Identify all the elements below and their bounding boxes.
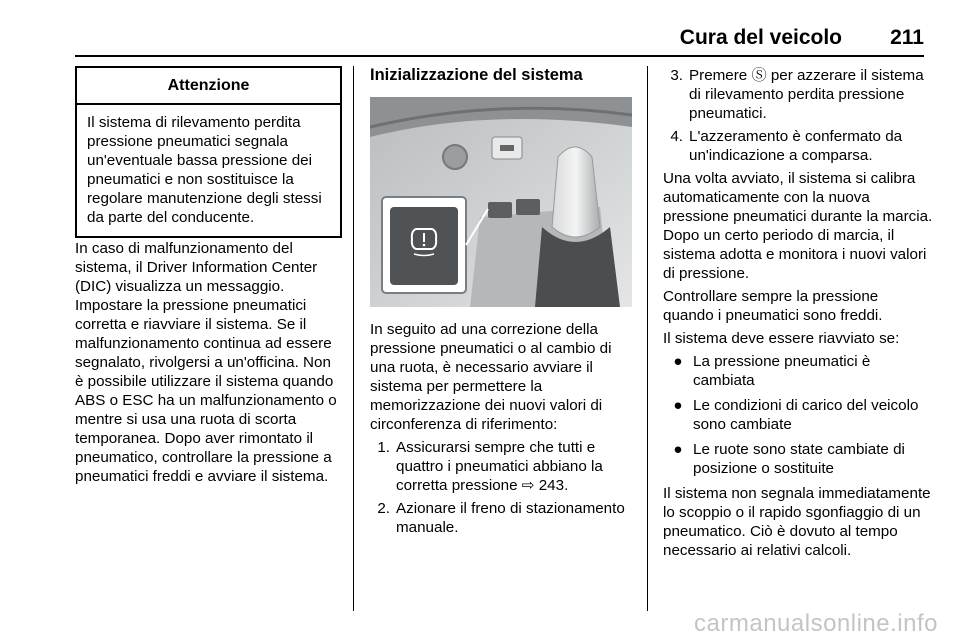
section-heading-wrap (370, 66, 636, 89)
console-illustration (370, 97, 632, 307)
watermark: carmanualsonline.info (694, 610, 938, 637)
cold-check-paragraph: Controllare sempre la pressione quando i pneumatici sono freddi. (663, 288, 883, 324)
list-item (663, 440, 933, 478)
list-item (663, 66, 933, 123)
list-item (663, 352, 933, 390)
limitation-paragraph: Il sistema non segnala immediatamente lo scoppio o il rapido sgonfiaggio di un pneumatico. Ciò è dovuto al tempo necessario ai relativi calcoli. (663, 485, 931, 559)
warning-body: Il sistema di rilevamento perdita pressione pneumatici segnala un'eventuale bassa pressione dei pneumatici e non sostituisce la regolare manutenzione degli stessi da parte del conducente. (87, 114, 322, 226)
bullet-icon: ● (673, 441, 683, 458)
page-number: 211 (890, 26, 924, 49)
warning-box (75, 66, 342, 238)
step-number: 2. (377, 500, 390, 517)
list-item (663, 127, 933, 165)
step-text: Premere Ⓢ per azzerare il sistema di rilevamento perdita pressione pneumatici. (689, 67, 924, 122)
step-number: 3. (670, 67, 683, 84)
reset-steps-list (663, 66, 933, 165)
list-item (370, 438, 636, 495)
column-1 (75, 239, 341, 490)
malfunction-paragraph: In caso di malfunzionamento del sistema, il Driver Information Center (DIC) visualizza un messaggio. Impostare la pressione pneumatici corretta e riavviare il sistema. Se il malfunzionamento continua ad essere segnalato, rivolgersi a un'officina. Non è possibile utilizzare il sistema quando ABS o ESC ha un malfunzionamento o mentre si usa una ruota di scorta temporanea. Dopo aver rimontato il pneumatico, controllare la pressione a pneumatici freddi e avviare il sistema. (75, 240, 337, 485)
bullet-text: La pressione pneumatici è cambiata (693, 353, 871, 389)
column-divider-2 (647, 66, 648, 611)
column-divider-1 (353, 66, 354, 611)
step-number: 4. (670, 128, 683, 145)
init-intro-paragraph: In seguito ad una correzione della pressione pneumatici o al cambio di una ruota, è necessario avviare il sistema per permettere la memorizzazione dei nuovi valori di circonferenza di riferimento: (370, 321, 612, 433)
bullet-icon: ● (673, 397, 683, 414)
step-number: 1. (377, 439, 390, 456)
section-title: Inizializzazione del sistema (370, 66, 583, 84)
list-item (663, 396, 933, 434)
bullet-text: Le ruote sono state cambiate di posizione o sostituite (693, 441, 905, 477)
step-text: L'azzeramento è confermato da un'indicazione a comparsa. (689, 128, 903, 164)
restart-conditions-intro: Il sistema deve essere riavviato se: (663, 330, 900, 347)
column-2 (370, 320, 636, 541)
step-text: Azionare il freno di stazionamento manuale. (396, 500, 625, 536)
list-item (370, 499, 636, 537)
init-steps-list (370, 438, 636, 537)
step-text: Assicurarsi sempre che tutti e quattro i pneumatici abbiano la corretta pressione ⇨ 243. (396, 439, 603, 494)
page-header (75, 22, 924, 52)
bullet-text: Le condizioni di carico del veicolo sono cambiate (693, 397, 919, 433)
calibration-paragraph: Una volta avviato, il sistema si calibra automaticamente con la nuova pressione pneumatici durante la marcia. Dopo un certo periodo di marcia, il sistema adotta e monitora i nuovi valori di pressione. (663, 170, 933, 282)
warning-title: Attenzione (77, 68, 340, 105)
header-title: Cura del veicolo (679, 26, 842, 49)
restart-conditions-list (663, 352, 933, 478)
header-rule (75, 55, 924, 57)
tpms-button-photo (370, 97, 632, 307)
bullet-icon: ● (673, 353, 683, 370)
column-3 (663, 66, 933, 564)
